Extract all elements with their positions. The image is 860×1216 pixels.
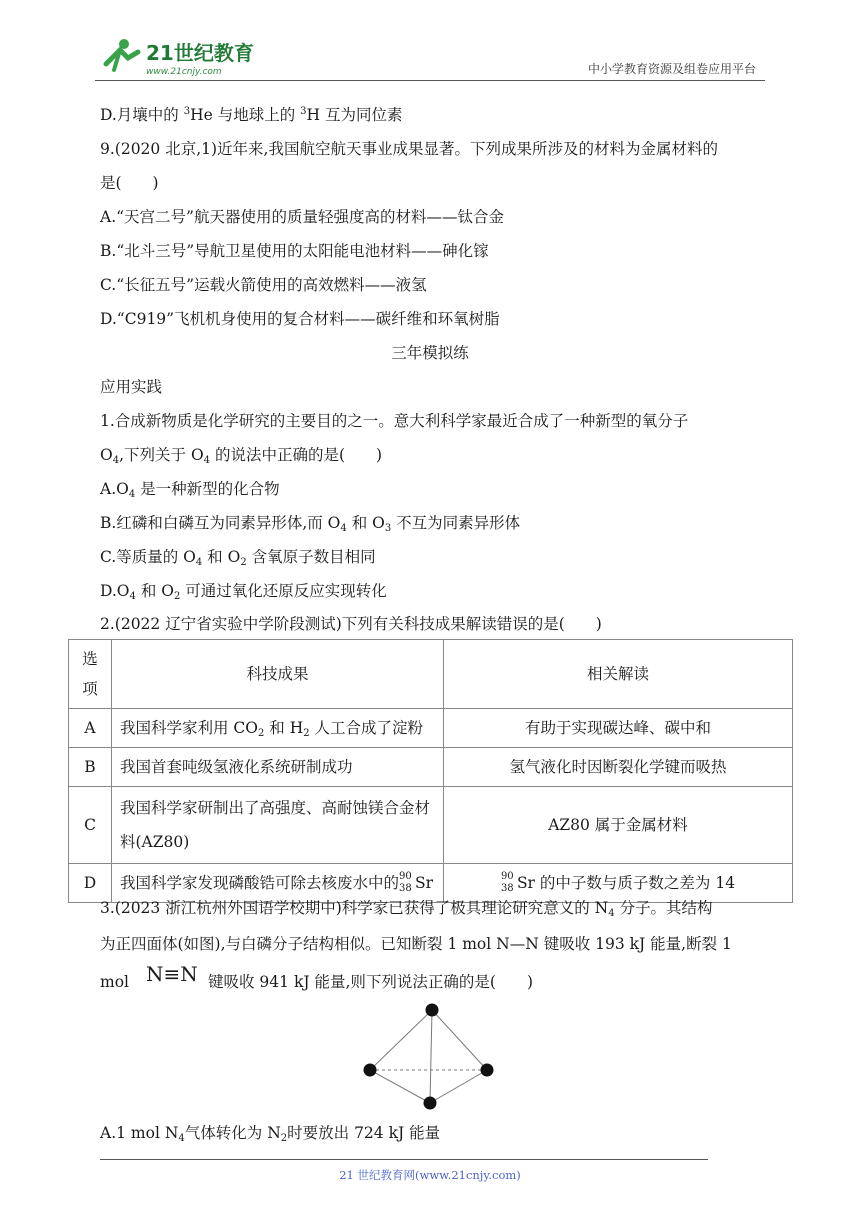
atom-top <box>426 1004 439 1017</box>
q3-stem-line3: 键吸收 941 kJ 能量,则下列说法正确的是( ) <box>208 973 533 991</box>
footer-divider <box>100 1159 708 1160</box>
row-achievement: 我国科学家发现磷酸锆可除去核废水中的 90 38 Sr <box>112 864 444 903</box>
q9-option-d: D.“C919”飞机机身使用的复合材料——碳纤维和环氧树脂 <box>100 310 500 328</box>
logo-text: 21世纪教育 <box>146 41 254 65</box>
row-achievement: 我国科学家利用 $CO_2$ 和 $H_2$ 人工合成了淀粉 <box>112 709 444 748</box>
header-interpretation: 相关解读 <box>444 640 793 709</box>
q3-stem-line2: 为正四面体(如图),与白磷分子结构相似。已知断裂 1 mol N—N 键吸收 193 kJ 能量,断裂 1 <box>100 935 732 953</box>
row-interpretation: 90 38 Sr 的中子数与质子数之差为 14 <box>444 864 793 903</box>
q9-option-c: C.“长征五号”运载火箭使用的高效燃料——液氢 <box>100 276 427 294</box>
section-title: 三年模拟练 <box>391 344 469 362</box>
q1-stem: 1.合成新物质是化学研究的主要目的之一。意大利科学家最近合成了一种新型的氧分子 <box>100 412 689 430</box>
section-subtitle: 应用实践 <box>100 378 163 396</box>
q1-stem-cont: $O_4$,下列关于 $O_4$ 的说法中正确的是( ) <box>100 446 383 466</box>
tetrahedron-diagram <box>360 1000 500 1112</box>
q3-stem-line1: 3.(2023 浙江杭州外国语学校期中)科学家已获得了极具理论研究意义的 $N_4$ 分子。其结构 <box>100 899 713 919</box>
q1-option-a: $A.O_4$ 是一种新型的化合物 <box>100 480 280 500</box>
atom-left <box>364 1064 377 1077</box>
table-row <box>69 864 793 903</box>
q1-option-d: $D.O_4$ 和 $O_2$ 可通过氧化还原反应实现转化 <box>100 582 387 602</box>
q9-stem-cont: 是( ) <box>100 174 159 192</box>
q1-option-c: C.等质量的 $O_4$ 和 $O_2$ 含氧原子数目相同 <box>100 548 376 568</box>
header-achievement: 科技成果 <box>112 640 444 709</box>
atom-bottom <box>424 1097 437 1110</box>
q8-option-d: D.月壤中的 $^3$He 与地球上的 $^3$H 互为同位素 <box>100 106 403 124</box>
q2-table <box>68 639 793 903</box>
table-header-row <box>69 640 793 709</box>
q2-stem: 2.(2022 辽宁省实验中学阶段测试)下列有关科技成果解读错误的是( ) <box>100 615 602 633</box>
row-option: B <box>69 748 112 787</box>
q1-option-b: B.红磷和白磷互为同素异形体,而 $O_4$ 和 $O_3$ 不互为同素异形体 <box>100 514 521 534</box>
row-achievement: 我国科学家研制出了高强度、高耐蚀镁合金材 料(AZ80) <box>112 787 444 864</box>
table-row <box>69 787 793 864</box>
platform-name: 中小学教育资源及组卷应用平台 <box>587 62 756 76</box>
header-divider <box>95 80 765 81</box>
q9-option-b: B.“北斗三号”导航卫星使用的太阳能电池材料——砷化镓 <box>100 242 489 260</box>
footer-link[interactable]: 21 世纪教育网(www.21cnjy.com) <box>339 1168 521 1182</box>
q9-stem: 9.(2020 北京,1)近年来,我国航空航天事业成果显著。下列成果所涉及的材料为金属材料的 <box>100 140 718 158</box>
row-option: D <box>69 864 112 903</box>
site-logo <box>94 34 264 78</box>
logo-url: www.21cnjy.com <box>146 67 222 77</box>
row-interpretation: 有助于实现碳达峰、碳中和 <box>444 709 793 748</box>
table-row <box>69 709 793 748</box>
atom-right <box>481 1064 494 1077</box>
q9-option-a: A.“天宫二号”航天器使用的质量轻强度高的材料——钛合金 <box>100 208 504 226</box>
triple-bond-formula: N≡N <box>146 962 198 986</box>
row-achievement: 我国首套吨级氢液化系统研制成功 <box>112 748 444 787</box>
row-option: A <box>69 709 112 748</box>
q3-option-a: A.1 mol $N_4$气体转化为 $N_2$时要放出 724 kJ 能量 <box>100 1124 441 1144</box>
row-interpretation: 氢气液化时因断裂化学键而吸热 <box>444 748 793 787</box>
row-option: C <box>69 787 112 864</box>
header-option: 选项 <box>69 640 112 709</box>
q3-stem-line3-mol: mol <box>100 973 129 991</box>
table-row <box>69 748 793 787</box>
row-interpretation: AZ80 属于金属材料 <box>444 787 793 864</box>
